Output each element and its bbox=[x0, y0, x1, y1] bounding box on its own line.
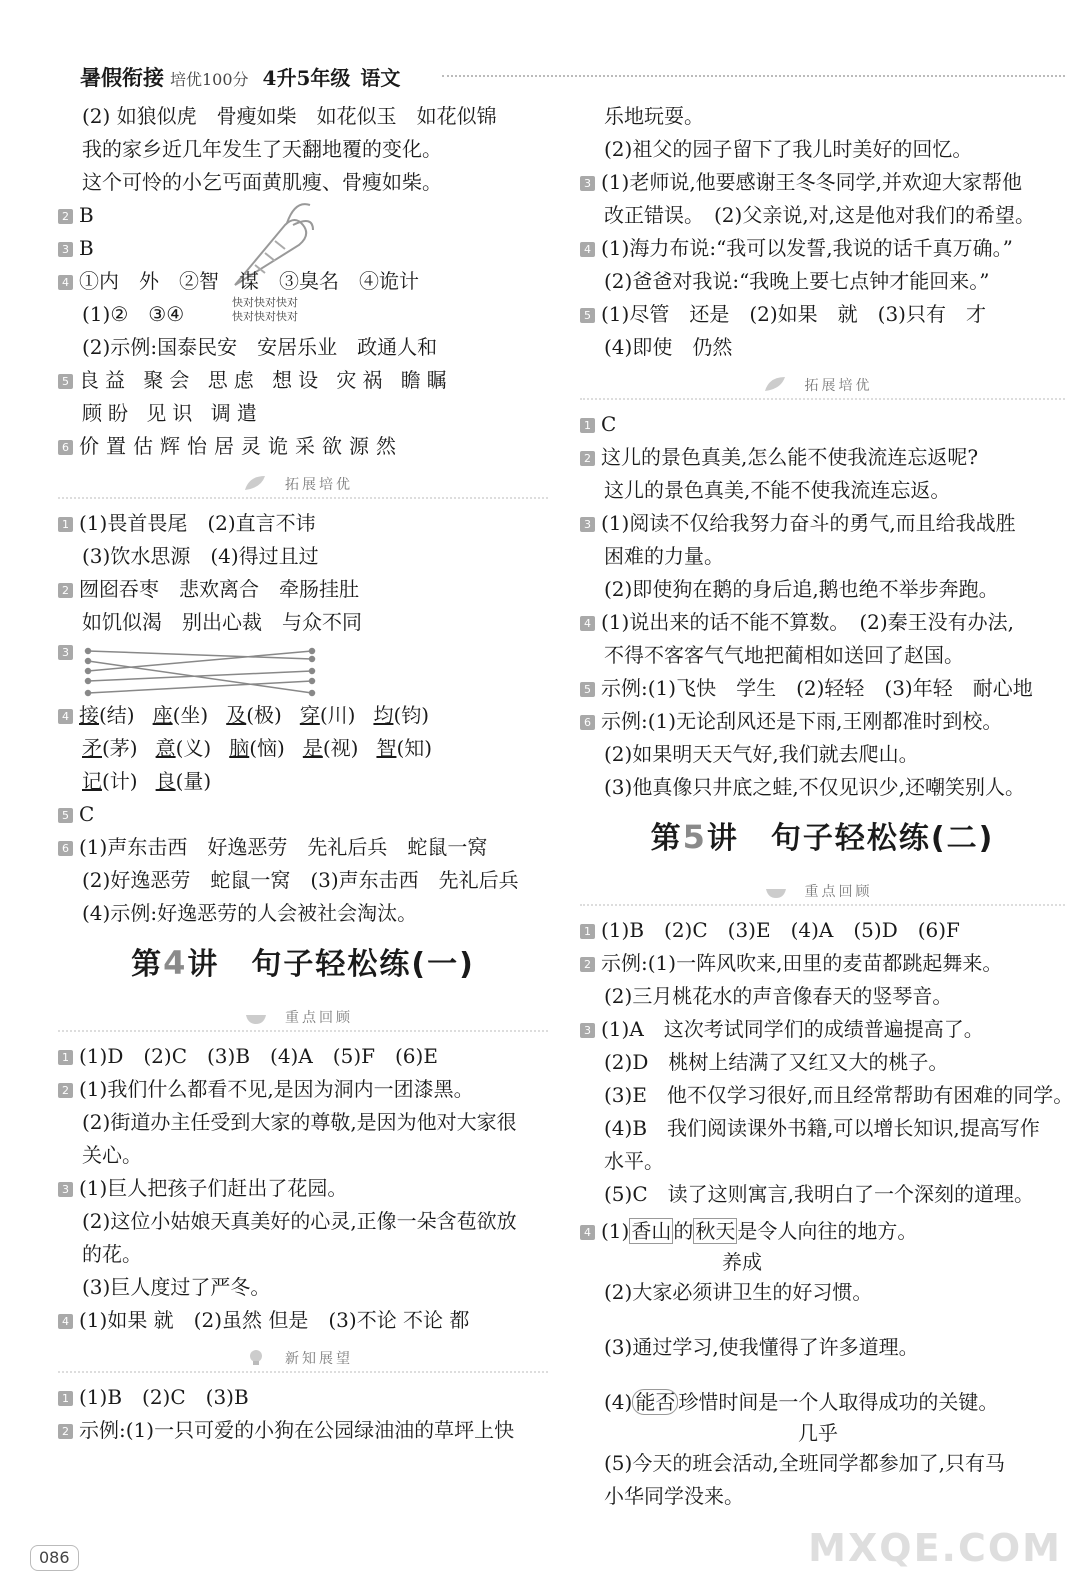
correct-character: (义) bbox=[175, 736, 212, 760]
question-number-badge: 3 bbox=[580, 176, 595, 191]
answer-line: (2)街道办主任受到大家的尊敬,是因为他对大家很 bbox=[82, 1110, 517, 1134]
answer-line: (3)他真像只井底之蛙,不仅见识少,还嘲笑别人。 bbox=[604, 775, 1026, 799]
insertion-mark bbox=[580, 1248, 1065, 1276]
question-number-badge: 2 bbox=[58, 1424, 73, 1439]
answer-line bbox=[580, 606, 1065, 639]
correct-character: (视) bbox=[322, 736, 359, 760]
question-number-badge: 5 bbox=[580, 682, 595, 697]
lecture-title: 第4讲 句子轻松练(一) bbox=[131, 944, 475, 982]
answer-text: 示例:(1)无论刮风还是下雨,王刚都准时到校。 bbox=[601, 709, 1003, 733]
answer-line bbox=[580, 232, 1065, 265]
boxed-word: 香山 bbox=[631, 1219, 672, 1243]
section-heading bbox=[58, 996, 548, 1040]
answer-text: 良益 聚会 思虑 想设 灾祸 瞻瞩 bbox=[79, 368, 453, 392]
correction-row bbox=[79, 703, 447, 727]
correct-character: (茅) bbox=[102, 736, 138, 760]
lecture-number: 5 bbox=[682, 818, 707, 856]
answer-line bbox=[58, 699, 548, 732]
answer-text: (1)如果 就 (2)虽然 但是 (3)不论 不论 都 bbox=[79, 1308, 470, 1332]
correct-character: (恼) bbox=[249, 736, 285, 760]
boxed-word: 秋天 bbox=[695, 1219, 736, 1243]
lecture-title: 第5讲 句子轻松练(二) bbox=[650, 818, 995, 856]
question-number-badge: 5 bbox=[58, 374, 73, 389]
section-title: 新知展望 bbox=[275, 1351, 363, 1367]
question-number-badge: 1 bbox=[580, 418, 595, 433]
answer-text: (1)尽管 还是 (2)如果 就 (3)只有 才 bbox=[601, 302, 986, 326]
series-subtitle: 培优100分 bbox=[170, 70, 249, 89]
answer-text: (1)D (2)C (3)B (4)A (5)F (6)E bbox=[79, 1044, 438, 1068]
answer-line: (3)巨人度过了严冬。 bbox=[82, 1275, 271, 1299]
answer-text: 囫囵吞枣 悲欢离合 牵肠挂肚 bbox=[79, 577, 359, 601]
answer-text: (1)阅读不仅给我努力奋斗的勇气,而且给我战胜 bbox=[601, 511, 1016, 535]
answer-line: (2)D 桃树上结满了又红又大的桃子。 bbox=[604, 1050, 949, 1074]
answer-line: 不得不客客气气地把蔺相如送回了赵国。 bbox=[604, 643, 964, 667]
answer-text: B bbox=[79, 203, 94, 227]
answer-text: (1)声东击西 好逸恶劳 先礼后兵 蛇鼠一窝 bbox=[79, 835, 488, 859]
answer-line: (2)三月桃花水的声音像春天的竖琴音。 bbox=[604, 984, 953, 1008]
answer-text: C bbox=[601, 412, 617, 436]
answer-text: (1)畏首畏尾 (2)直言不讳 bbox=[79, 511, 316, 535]
answer-text: (1)巨人把孩子们赶出了花园。 bbox=[79, 1176, 348, 1200]
answer-text: 价置估辉怡居灵诡采欲源然 bbox=[79, 434, 403, 458]
section-heading bbox=[580, 870, 1065, 914]
answer-text: (1)老师说,他要感谢王冬冬同学,并欢迎大家帮他 bbox=[601, 170, 1023, 194]
correction-row bbox=[82, 769, 229, 793]
answer-line: (2)大家必须讲卫生的好习惯。 bbox=[604, 1280, 873, 1304]
question-number-badge: 3 bbox=[580, 517, 595, 532]
answer-line bbox=[58, 1381, 548, 1414]
answer-line bbox=[58, 831, 548, 864]
wrong-character: 接 bbox=[79, 703, 99, 727]
answer-line: (2)祖父的园子留下了我儿时美好的回忆。 bbox=[604, 137, 973, 161]
answer-text: (1)海力布说:“我可以发誓,我说的话千真万确。” bbox=[601, 236, 1013, 260]
wrong-character: 意 bbox=[155, 736, 176, 760]
wrong-character: 脑 bbox=[229, 736, 250, 760]
deco-text-line: 快对快对快对 bbox=[232, 310, 298, 323]
answer-line bbox=[58, 1073, 548, 1106]
answer-text: 示例:(1)飞快 学生 (2)轻轻 (3)年轻 耐心地 bbox=[601, 676, 1033, 700]
question-number-badge: 1 bbox=[580, 924, 595, 939]
answer-line bbox=[580, 298, 1065, 331]
deco-text-line: 快对快对快对 bbox=[232, 296, 298, 309]
answer-line bbox=[58, 1040, 548, 1073]
answer-line: 我的家乡近几年发生了天翻地覆的变化。 bbox=[82, 137, 442, 161]
correct-character: (极) bbox=[246, 703, 282, 727]
answer-text: (1)我们什么都看不见,是因为洞内一团漆黑。 bbox=[79, 1077, 474, 1101]
answer-line: (5)今天的班会活动,全班同学都参加了,只有马 bbox=[604, 1451, 1006, 1475]
circled-word: 能否 bbox=[632, 1389, 678, 1415]
question-number-badge: 4 bbox=[580, 616, 595, 631]
correct-character: (钧) bbox=[393, 703, 430, 727]
answer-line bbox=[58, 765, 548, 798]
answer-line bbox=[58, 265, 548, 298]
answer-line: (3)饮水思源 (4)得过且过 bbox=[82, 544, 319, 568]
answer-line: 的花。 bbox=[82, 1242, 142, 1266]
page-number: 086 bbox=[30, 1545, 79, 1571]
answer-line: (3)通过学习,使我懂得了许多道理。 bbox=[604, 1335, 919, 1359]
section-heading bbox=[580, 364, 1065, 408]
answer-line: 4 (1) 香山 的 秋天 是令人向往的地方。 bbox=[580, 1215, 1065, 1248]
answer-line bbox=[58, 507, 548, 540]
answer-line: 小华同学没来。 bbox=[604, 1484, 744, 1508]
question-number-badge: 5 bbox=[58, 808, 73, 823]
answer-line: 关心。 bbox=[82, 1143, 142, 1167]
wrong-character: 是 bbox=[302, 736, 323, 760]
answer-line: (4)即使 仍然 bbox=[604, 335, 733, 359]
watermark: MXQE.COM bbox=[808, 1526, 1062, 1570]
answer-line: 如饥似渴 别出心裁 与众不同 bbox=[82, 610, 362, 634]
answer-line: 困难的力量。 bbox=[604, 544, 724, 568]
inserted-word: 几乎 bbox=[798, 1421, 838, 1445]
answer-line: (4)B 我们阅读课外书籍,可以增长知识,提高写作 bbox=[604, 1116, 1040, 1140]
bowl-icon bbox=[763, 881, 789, 899]
question-number-badge: 1 bbox=[58, 1391, 73, 1406]
question-number-badge: 4 bbox=[58, 275, 73, 290]
matching-diagram bbox=[58, 639, 548, 699]
wrong-character: 座 bbox=[152, 703, 173, 727]
answer-line: 乐地玩耍。 bbox=[604, 104, 704, 128]
answer-line bbox=[580, 166, 1065, 199]
answer-line bbox=[58, 232, 548, 265]
question-number-badge: 3 bbox=[58, 645, 73, 660]
answer-line: 水平。 bbox=[604, 1149, 664, 1173]
question-number-badge: 2 bbox=[58, 583, 73, 598]
answer-text: (1)说出来的话不能不算数。 (2)秦王没有办法, bbox=[601, 610, 1015, 634]
section-heading bbox=[58, 1337, 548, 1381]
answer-line: (2)即使狗在鹅的身后追,鹅也绝不举步奔跑。 bbox=[604, 577, 999, 601]
inserted-word: 养成 bbox=[722, 1250, 762, 1274]
question-number-badge: 6 bbox=[58, 841, 73, 856]
answer-line bbox=[58, 573, 548, 606]
leaf-icon bbox=[243, 474, 269, 492]
answer-line: (4) 能否 珍惜时间是一个人取得成功的关键。 bbox=[604, 1390, 999, 1414]
question-number-badge: 2 bbox=[580, 451, 595, 466]
correct-character: (知) bbox=[396, 736, 433, 760]
section-heading bbox=[58, 463, 548, 507]
answer-line: (2) 如狼似虎 骨瘦如柴 如花似玉 如花似锦 bbox=[82, 104, 497, 128]
question-number-badge: 5 bbox=[580, 308, 595, 323]
question-number-badge: 1 bbox=[58, 1050, 73, 1065]
question-number-badge: 4 bbox=[580, 242, 595, 257]
answer-line bbox=[580, 441, 1065, 474]
page-header bbox=[80, 62, 1065, 92]
wrong-character: 及 bbox=[226, 703, 247, 727]
question-number-badge: 4 bbox=[58, 1314, 73, 1329]
question-number-badge: 2 bbox=[58, 209, 73, 224]
question-number-badge: 3 bbox=[58, 1182, 73, 1197]
answer-line: (1)② ③④ bbox=[82, 302, 185, 326]
insertion-mark bbox=[580, 1419, 1065, 1447]
bulb-icon bbox=[243, 1348, 269, 1366]
answer-line: (5)C 读了这则寓言,我明白了一个深刻的道理。 bbox=[604, 1182, 1034, 1206]
answer-text: ①内 外 ②智 谋 ③臭名 ④诡计 bbox=[79, 269, 419, 293]
question-number-badge: 1 bbox=[58, 517, 73, 532]
correct-character: (川) bbox=[319, 703, 356, 727]
correct-character: (坐) bbox=[172, 703, 209, 727]
answer-line bbox=[58, 798, 548, 831]
matching-lines bbox=[82, 645, 322, 699]
answer-line bbox=[58, 199, 548, 232]
answer-line: 改正错误。 (2)父亲说,对,这是他对我们的希望。 bbox=[604, 203, 1036, 227]
question-number-badge: 2 bbox=[58, 1083, 73, 1098]
wrong-character: 记 bbox=[82, 769, 102, 793]
question-number-badge: 6 bbox=[58, 440, 73, 455]
answer-line bbox=[580, 672, 1065, 705]
subject-label: 语文 bbox=[360, 66, 401, 90]
answer-line: (2)好逸恶劳 蛇鼠一窝 (3)声东击西 先礼后兵 bbox=[82, 868, 519, 892]
correct-character: (计) bbox=[102, 769, 138, 793]
answer-line bbox=[58, 430, 548, 463]
answer-line bbox=[580, 507, 1065, 540]
correction-row bbox=[82, 736, 450, 760]
answer-line bbox=[580, 947, 1065, 980]
question-number-badge: 4 bbox=[58, 709, 73, 724]
bowl-icon bbox=[243, 1007, 269, 1025]
answer-line bbox=[58, 1172, 548, 1205]
header-rule bbox=[442, 75, 1065, 77]
question-number-badge: 3 bbox=[58, 242, 73, 257]
answer-text: 这儿的景色真美,怎么能不使我流连忘返呢? bbox=[601, 445, 979, 469]
question-number-badge: 4 bbox=[580, 1225, 595, 1240]
wrong-character: 智 bbox=[376, 736, 397, 760]
series-title: 暑假衔接 bbox=[80, 65, 164, 90]
correct-character: (结) bbox=[99, 703, 135, 727]
section-title: 拓展培优 bbox=[275, 477, 363, 493]
wrong-character: 矛 bbox=[82, 736, 102, 760]
answer-text: (1)B (2)C (3)B bbox=[79, 1385, 249, 1409]
wrong-character: 穿 bbox=[299, 703, 320, 727]
leaf-icon bbox=[763, 375, 789, 393]
section-title: 重点回顾 bbox=[795, 884, 883, 900]
answer-line: 这儿的景色真美,不能不使我流连忘返。 bbox=[604, 478, 951, 502]
question-number-badge: 3 bbox=[580, 1023, 595, 1038]
left-column bbox=[58, 100, 548, 1447]
grade-label: 4升5年级 bbox=[262, 66, 351, 90]
answer-text: (1)B (2)C (3)E (4)A (5)D (6)F bbox=[601, 918, 960, 942]
right-column bbox=[580, 100, 1074, 1513]
answer-text: C bbox=[79, 802, 95, 826]
answer-line: 顾盼 见识 调遣 bbox=[82, 401, 263, 425]
wrong-character: 良 bbox=[155, 769, 176, 793]
answer-text: B bbox=[79, 236, 94, 260]
correct-character: (量) bbox=[175, 769, 212, 793]
answer-line bbox=[580, 705, 1065, 738]
answer-line bbox=[58, 1414, 548, 1447]
answer-line: (3)E 他不仅学习很好,而且经常帮助有困难的同学。 bbox=[604, 1083, 1074, 1107]
section-title: 重点回顾 bbox=[275, 1010, 363, 1026]
answer-text: (1)A 这次考试同学们的成绩普遍提高了。 bbox=[601, 1017, 984, 1041]
answer-line bbox=[580, 408, 1065, 441]
wrong-character: 均 bbox=[373, 703, 394, 727]
lecture-number: 4 bbox=[163, 944, 188, 982]
answer-text: 示例:(1)一阵风吹来,田里的麦苗都跳起舞来。 bbox=[601, 951, 1003, 975]
answer-line bbox=[58, 1304, 548, 1337]
question-number-badge: 2 bbox=[580, 957, 595, 972]
answer-line bbox=[580, 914, 1065, 947]
answer-line: (2)这位小姑娘天真美好的心灵,正像一朵含苞欲放 bbox=[82, 1209, 517, 1233]
section-title: 拓展培优 bbox=[795, 378, 883, 394]
answer-line bbox=[58, 732, 548, 765]
answer-line: 这个可怜的小乞丐面黄肌瘦、骨瘦如柴。 bbox=[82, 170, 442, 194]
answer-line: (4)示例:好逸恶劳的人会被社会淘汰。 bbox=[82, 901, 418, 925]
answer-line bbox=[580, 1013, 1065, 1046]
answer-text: 示例:(1)一只可爱的小狗在公园绿油油的草坪上快 bbox=[79, 1418, 515, 1442]
answer-line: (2)如果明天天气好,我们就去爬山。 bbox=[604, 742, 919, 766]
answer-line: (2)示例:国泰民安 安居乐业 政通人和 bbox=[82, 335, 438, 359]
question-number-badge: 6 bbox=[580, 715, 595, 730]
answer-line bbox=[58, 364, 548, 397]
answer-line: (2)爸爸对我说:“我晚上要七点钟才能回来。” bbox=[604, 269, 990, 293]
